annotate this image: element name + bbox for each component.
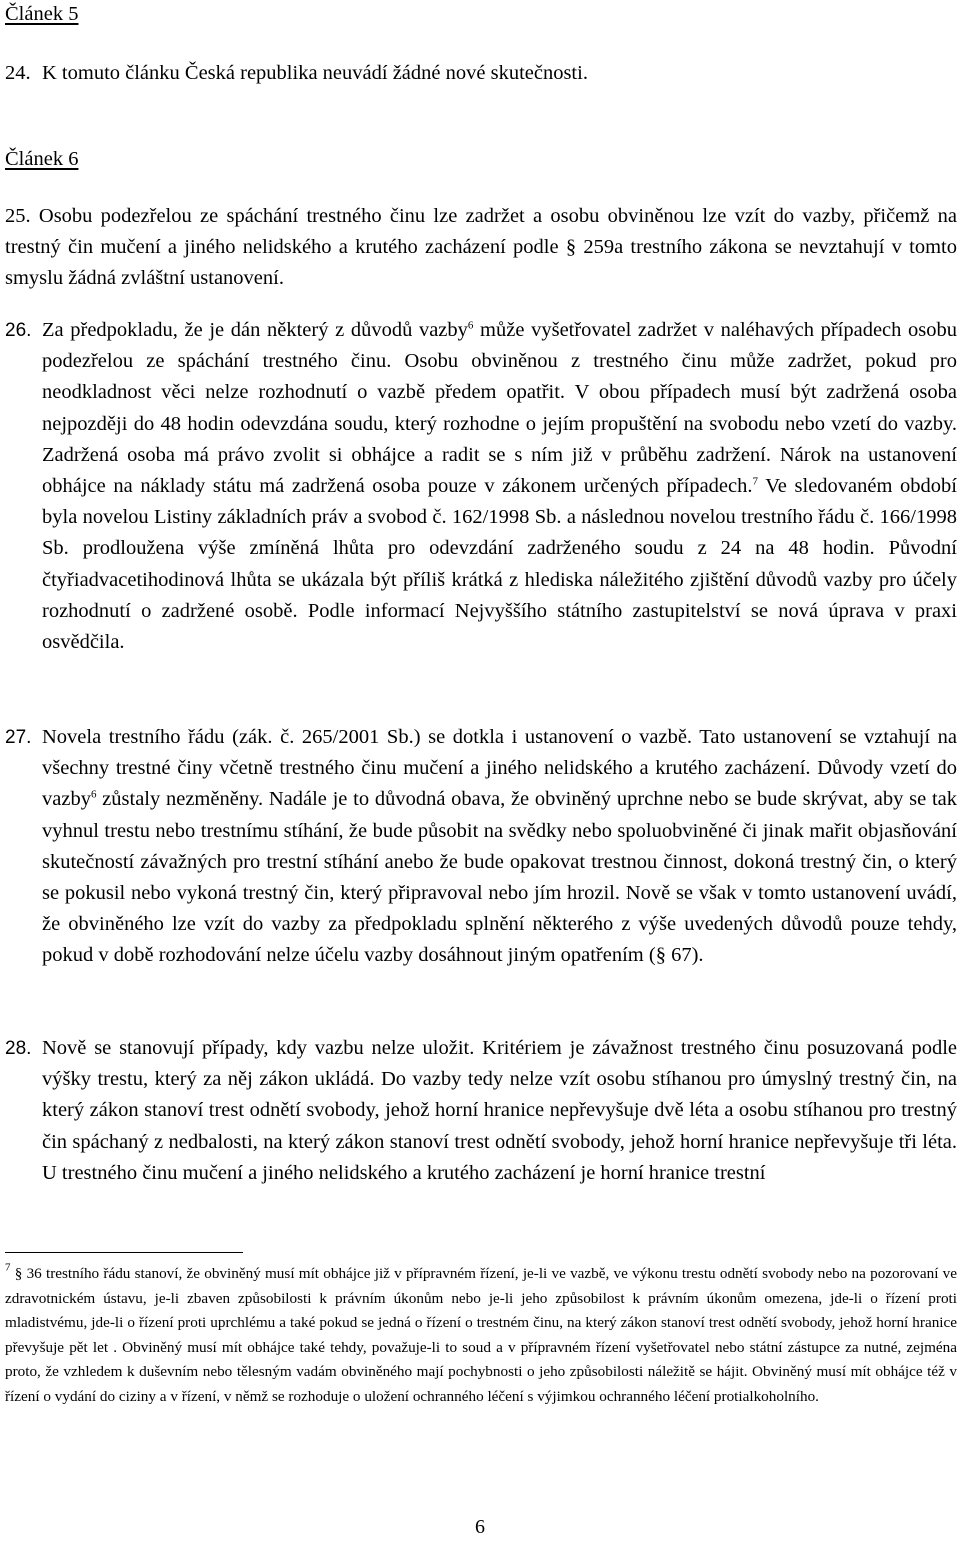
paragraph-26-text-b: může vyšetřovatel zadržet v naléhavých případech osobu podezřelou ze spáchání trestného činu. Osobu obviněnou z trestného činu může zadržet, pokud pro neodkladnost věci nelze rozhodnutí o vazbě předem opatřit. V obou případech musí být zadržená osoba nejpozději do 48 hodin odevzdána soudu, který rozhodne o jejím propuštění na svobodu nebo vzetí do vazby. Zadržená osoba má právo zvolit si obhájce a radit se s ním již v průběhu zadržení. Nárok na ustanovení obhájce na náklady státu má zadržená osoba pouze v zákonem určených případech. (42, 319, 958, 498)
page-number: 6 (475, 1516, 485, 1538)
paragraph-26 (5, 315, 957, 658)
footnote-ref-6b: 6 (90, 788, 97, 801)
paragraph-28-number: 28. (5, 1038, 32, 1059)
paragraph-26-text-c: Ve sledovaném období byla novelou Listiny základních práv a svobod č. 162/1998 Sb. a následnou novelou trestního řádu č. 166/1998 Sb. prodloužena výše zmíněná lhůta pro odevzdání zadrženého soudu z 24 na 48 hodin. Původní čtyřiadvacetihodinová lhůta se ukázala být příliš krátká z hlediska náležitého zjištění důvodů vazby pro účely rozhodnutí o zadržené osobě. Podle informací Nejvyššího státního zastupitelství se nová úprava v praxi osvědčila. (42, 475, 958, 654)
paragraph-28-text: Nově se stanovují případy, kdy vazbu nelze uložit. Kritériem je závažnost trestného činu posuzovaná podle výšky trestu, který za něj zákon ukládá. Do vazby tedy nelze vzít osobu stíhanou pro úmyslný trestný čin, na který zákon stanoví trest odnětí svobody, jehož horní hranice nepřevyšuje dvě léta a osobu stíhanou pro trestný čin spáchaný z nedbalosti, na který zákon stanoví trest odnětí svobody, jehož horní hranice nepřevyšuje tři léta. U trestného činu mučení a jiného nelidského a krutého zacházení je horní hranice trestní (42, 1037, 957, 1184)
paragraph-25 (5, 201, 957, 295)
article-5-heading: Článek 5 (5, 3, 79, 25)
paragraph-26-number: 26. (5, 320, 32, 341)
footnote-ref-6: 6 (467, 319, 474, 332)
paragraph-27 (5, 722, 957, 972)
paragraph-27-number: 27. (5, 727, 32, 748)
paragraph-24-number: 24. (5, 62, 31, 84)
paragraph-28 (5, 1033, 957, 1189)
footnote-marker: 7 (5, 1261, 11, 1274)
footnote-ref-7: 7 (752, 475, 759, 488)
footnote-text: § 36 trestního řádu stanoví, že obviněný musí mít obhájce již v přípravném řízení, je-li ve vazbě, ve výkonu trestu odnětí svobody nebo na pozorovaní ve zdravotnickém ústavu, je-li zbaven způsobilosti k právním úkonům nebo je-li jeho způsobilost k právním úkonům omezena, jde-li o řízení proti mladistvému, jde-li o řízení proti uprchlému a také pokud se jedná o řízení o trestném činu, na který zákon stanoví trest odnětí svobody, jehož horní hranice převyšuje pět let . Obviněný musí mít obhájce také tehdy, považuje-li to soud a v přípravném řízení vyšetřovatel nebo státní zástupce za nutné, zejména proto, že vzhledem k duševním nebo tělesným vadám obviněného mají pochybnosti o jeho způsobilosti náležitě se hájit. Obviněný musí mít obhájce též v řízení o vydání do ciziny a v řízení, v němž se rozhoduje o uložení ochranného léčení s výjimkou ochranného léčení protialkoholního. (5, 1265, 958, 1405)
paragraph-27-text-a: Novela trestního řádu (zák. č. 265/2001 Sb.) se dotkla i ustanovení o vazbě. Tato ustanovení se vztahují na všechny trestné činy včetně trestného činu mučení a jiného nelidského a krutého zacházení. Důvody vzetí do vazby (42, 726, 957, 811)
footnote-7 (5, 1262, 957, 1409)
paragraph-25-text: Osobu podezřelou ze spáchání trestného činu lze zadržet a osobu obviněnou lze vzít do vazby, přičemž na trestný čin mučení a jiného nelidského a krutého zacházení podle § 259a trestního zákona se nevztahují v tomto smyslu žádná zvláštní ustanovení. (5, 205, 957, 290)
paragraph-26-text-a: Za předpokladu, že je dán některý z důvodů vazby (42, 319, 468, 341)
paragraph-24-text: K tomuto článku Česká republika neuvádí žádné nové skutečnosti. (42, 62, 588, 84)
footnote-separator (5, 1252, 243, 1253)
paragraph-24 (5, 58, 957, 89)
article-6-heading: Článek 6 (5, 148, 79, 170)
paragraph-25-number: 25. (5, 205, 31, 227)
paragraph-27-text-b: zůstaly nezměněny. Nadále je to důvodná obava, že obviněný uprchne nebo se bude skrývat, aby se tak vyhnul trestu nebo trestnímu stíhání, že bude působit na svědky nebo spoluobviněné či jinak mařit objasňování skutečností závažných pro trestní stíhání anebo že bude opakovat trestnou činnost, dokoná trestný čin, o který se pokusil nebo vykoná trestný čin, který připravoval nebo jím hrozil. Nově se však v tomto ustanovení uvádí, že obviněného lze vzít do vazby za předpokladu splnění některého z výše uvedených důvodů pouze tehdy, pokud v době rozhodování nelze účelu vazby dosáhnout jiným opatřením (§ 67). (42, 788, 957, 967)
